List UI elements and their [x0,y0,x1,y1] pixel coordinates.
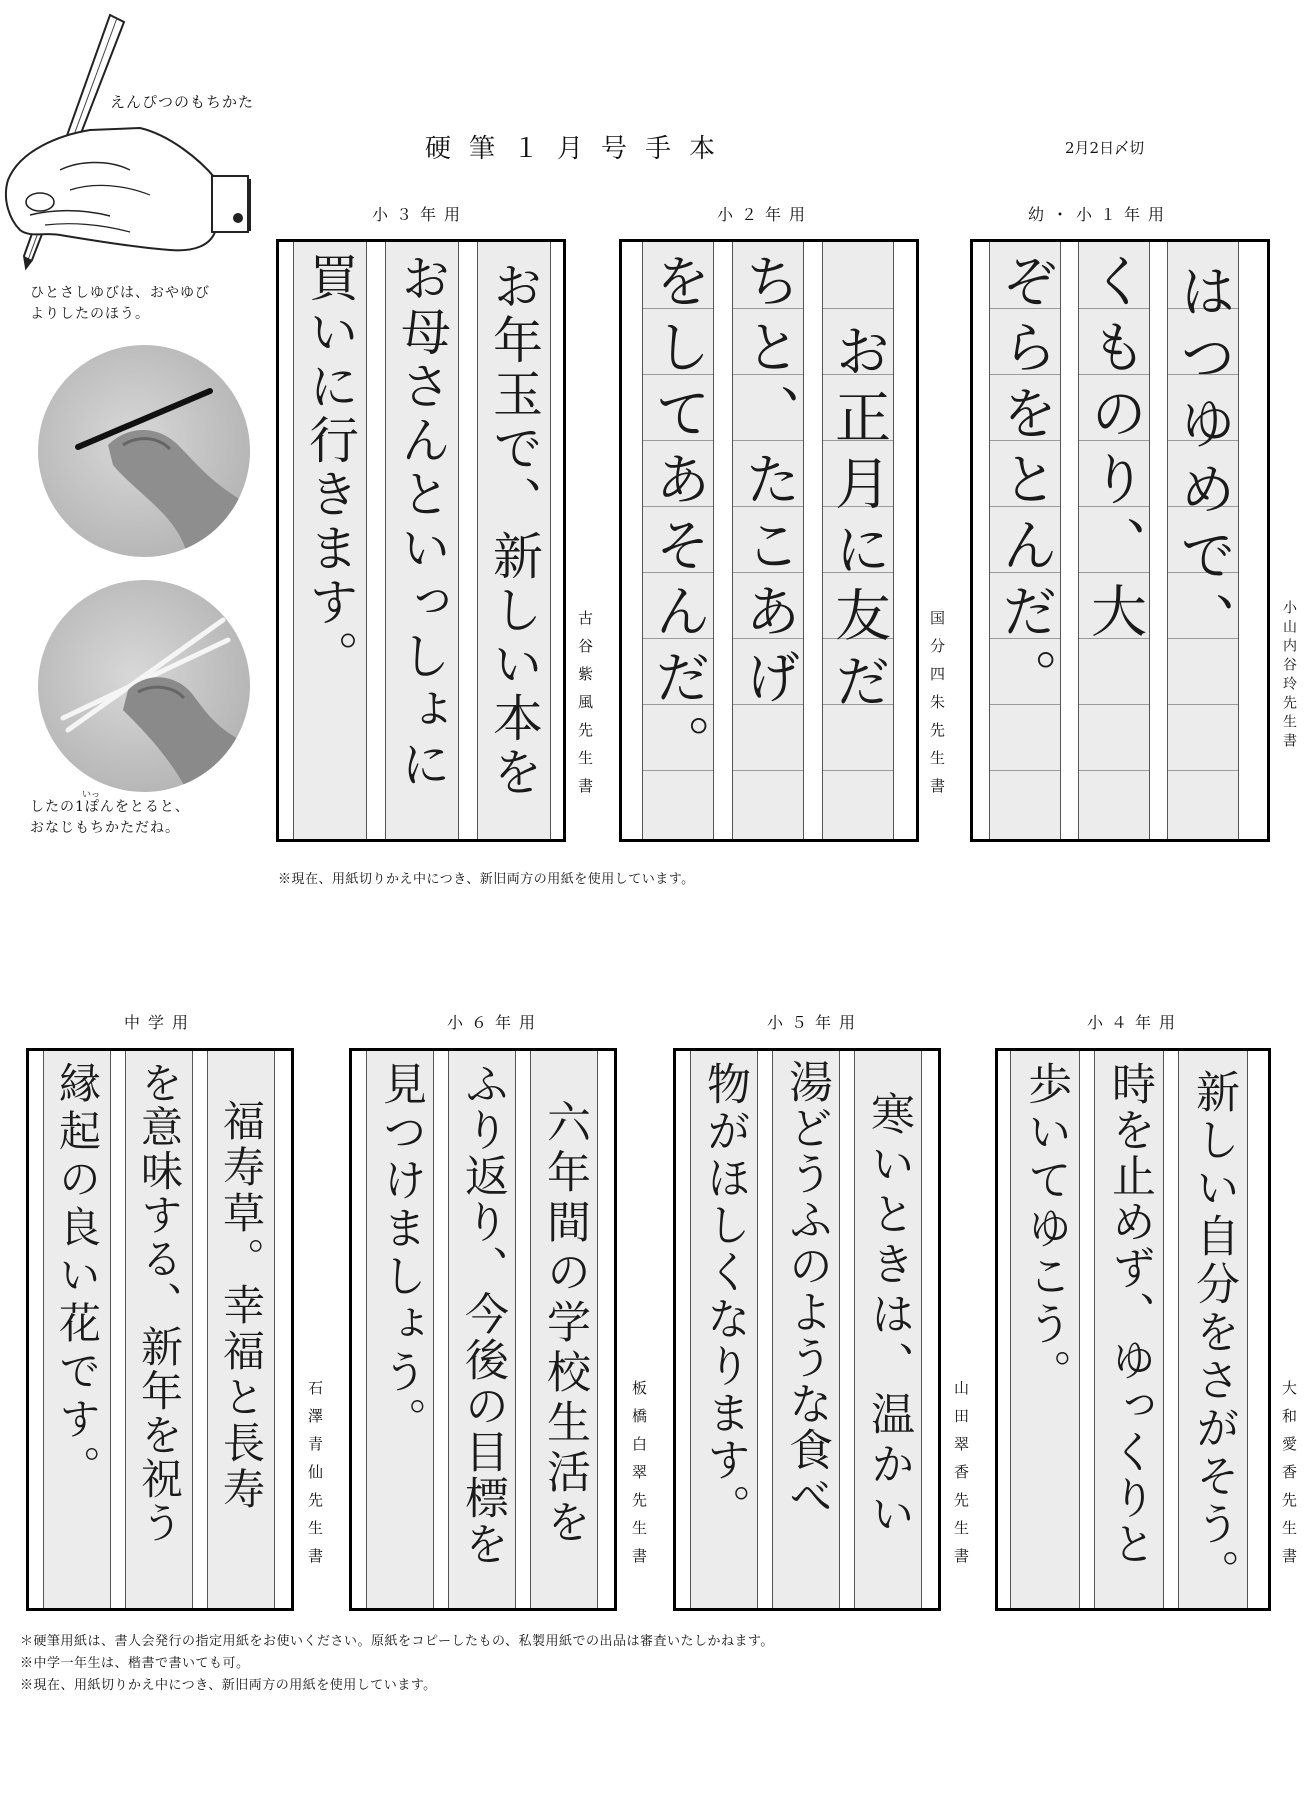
pencil-caption: えんぴつのもちかた [110,93,255,111]
column-3 [989,242,1061,839]
column-text: をしてあそんだ。 [646,252,711,780]
column-text: お年玉で、新しい本を [485,260,543,800]
column-text: はつゆめで、 [1171,262,1236,658]
column-text: 縁起の良い花です。 [53,1061,102,1493]
finger-caption-line-2: よりしたのほう。 [30,306,150,322]
bottom-note-2: ※中学一年生は、楷書で書いても可。 [20,1656,250,1671]
column-text: お母さんといっしょに [393,252,451,792]
column-text: 時を止めず、ゆっくりと [1104,1061,1155,1567]
label-grade-4: 小４年用 [1086,1013,1183,1032]
teacher-grade-6: 板橋白翠先生書 [630,1380,648,1576]
page-title: 硬筆１月号手本 [425,134,734,164]
column-3 [366,1051,434,1608]
sheet-grade-6 [349,1048,617,1611]
column-text: ふり返り、今後の目標を [457,1061,508,1567]
column-2 [1078,242,1150,839]
teacher-grade-5: 山田翠香先生書 [952,1380,970,1576]
label-grade-5: 小５年用 [766,1013,863,1032]
column-text: ぞらをとんだ。 [993,252,1058,714]
column-text: ちと、たこあげ [736,252,801,714]
column-1 [854,1051,922,1608]
column-2 [448,1051,516,1608]
sheet-grade-1 [970,239,1270,842]
column-text: 見つけましょう。 [375,1061,426,1445]
label-junior-high: 中学用 [123,1013,196,1032]
pencil-grip-photo [38,345,250,557]
column-1 [1167,242,1239,839]
column-text: 湯どうふのような食べ [781,1059,832,1519]
teacher-grade-4: 大和愛香先生書 [1280,1380,1298,1576]
label-grade-1: 幼・小１年用 [1027,205,1172,224]
chopstick-caption-line-1: したの1ぽんをとると、 [30,799,190,815]
column-1 [207,1051,275,1608]
label-grade-6: 小６年用 [446,1013,543,1032]
column-3 [293,242,367,839]
column-2 [1094,1051,1164,1608]
teacher-grade-2: 国分四朱先生書 [928,610,946,806]
chopstick-grip-photo [38,580,250,792]
sheet-junior-high [26,1048,294,1611]
sheet-grade-2 [619,239,919,842]
teacher-junior-high: 石澤青仙先生書 [306,1380,324,1576]
column-1 [822,242,894,839]
column-3 [1010,1051,1080,1608]
column-text: 六年間の学校生活を [539,1099,590,1549]
column-2 [385,242,459,839]
column-text: 福寿草。幸福と長寿 [217,1099,266,1513]
column-text: くものり、大 [1082,252,1147,648]
column-3 [43,1051,111,1608]
column-3 [642,242,714,839]
pencil-hand-icon [0,10,280,290]
column-text: 寒いときは、温かい [863,1091,914,1541]
column-text: 買いに行きます。 [301,252,359,684]
chopstick-caption-line-2: おなじもちかただね。 [30,820,180,836]
column-1 [1178,1051,1248,1608]
sheet-grade-3 [276,239,566,842]
label-grade-3: 小３年用 [371,205,468,224]
pencil-hand-illustration [0,10,280,290]
column-2 [125,1051,193,1608]
column-2 [732,242,804,839]
top-note: ※現在、用紙切りかえ中につき、新旧両方の用紙を使用しています。 [278,872,695,887]
column-text: お正月に友だ [826,322,891,718]
column-1 [477,242,551,839]
bottom-note-1: ＊硬筆用紙は、書人会発行の指定用紙をお使いください。原紙をコピーしたもの、私製用紙での出品は審査いたしかねます。 [20,1634,774,1649]
column-1 [530,1051,598,1608]
column-text: 新しい自分をさがそう。 [1188,1069,1239,1597]
teacher-grade-3: 古谷紫風先生書 [576,610,594,806]
sheet-grade-5 [673,1048,941,1611]
column-text: を意味する、新年を祝う [135,1061,184,1545]
column-text: 物がほしくなります。 [699,1061,750,1531]
column-3 [690,1051,758,1608]
finger-caption-line-1: ひとさしゆびは、おやゆび [30,285,210,301]
ruby-annotation: いっ [82,790,101,800]
pencil-grip-icon [38,345,250,557]
label-grade-2: 小２年用 [716,205,813,224]
teacher-grade-1: 小山内谷玲先生書 [1281,600,1297,752]
sheet-grade-4 [995,1048,1271,1611]
column-2 [772,1051,840,1608]
bottom-note-3: ※現在、用紙切りかえ中につき、新旧両方の用紙を使用しています。 [20,1678,437,1693]
deadline: 2月2日〆切 [1065,139,1145,157]
column-text: 歩いてゆこう。 [1020,1061,1071,1397]
chopstick-grip-icon [38,580,250,792]
